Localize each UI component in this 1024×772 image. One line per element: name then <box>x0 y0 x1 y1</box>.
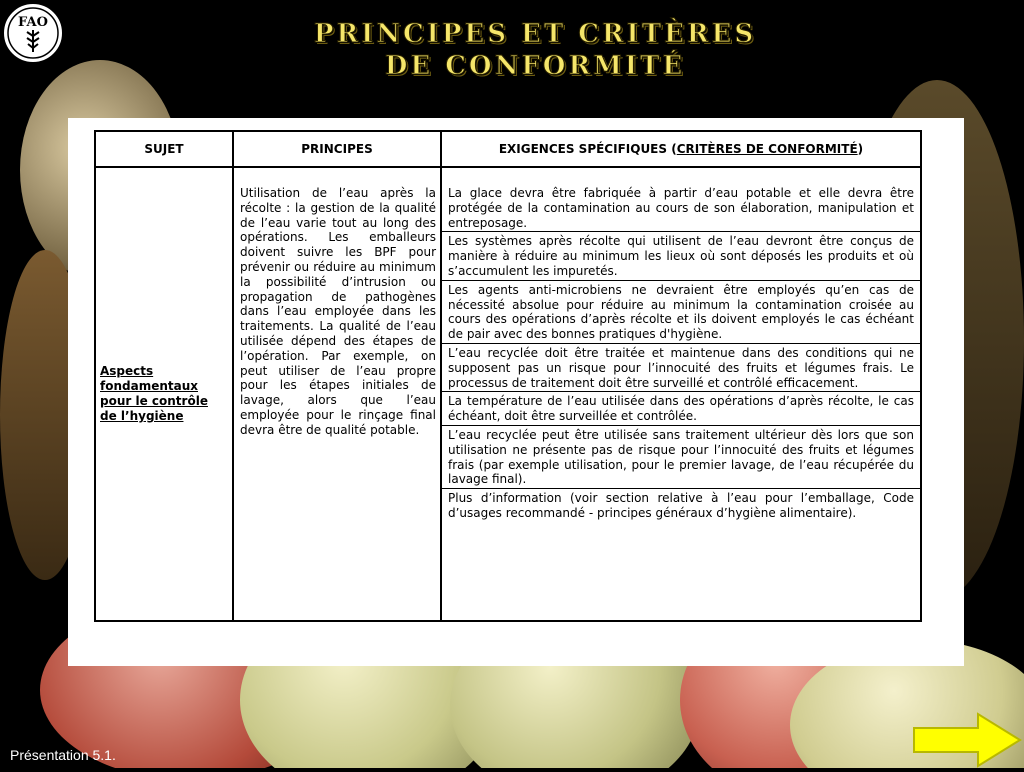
header-principes: PRINCIPES <box>233 131 441 167</box>
subject-link[interactable]: Aspects fondamentaux pour le contrôle de l’hygiène <box>100 364 208 423</box>
logo-text: FAO <box>18 15 48 30</box>
criteres-link[interactable]: CRITÈRES DE CONFORMITÉ <box>676 142 858 156</box>
requirement-item: Plus d’information (voir section relative à l’eau pour l’emballage, Code d’usages recommandé - principes généraux d’hygiène alimentaire). <box>448 491 914 520</box>
subject-cell <box>95 167 233 621</box>
table-row <box>95 167 921 621</box>
title-line-1: PRINCIPES ET CRITÈRES <box>313 19 757 49</box>
requirement-item: L’eau recyclée peut être utilisée sans traitement ultérieur dès lors que son utilisation ne présente pas de risque pour l’innocuité des fruits et légumes frais (par exemple utilisation, pour le premier lavage, de l’eau récupérée du lavage final). <box>442 426 920 489</box>
table-header-row <box>95 131 921 167</box>
principles-cell <box>233 167 441 621</box>
principles-text: Utilisation de l’eau après la récolte : la gestion de la qualité de l’eau varie tout au long des opérations. Les emballeurs doivent suivre les BPF pour prévenir ou réduire au minimum la possibilité d’intrusion ou propagation de pathogènes dans l’eau employée dans les traitements. La qualité de l’eau utilisée dépend des étapes de l’opération. Par exemple, on peut utiliser de l’eau propre pour les étapes initiales de lavage, alors que l’eau employée pour le rinçage final devra être de qualité potable. <box>240 186 436 437</box>
header-exigences <box>441 131 921 167</box>
requirement-item: L’eau recyclée doit être traitée et maintenue dans des conditions qui ne supposent pas un risque pour l’innocuité des fruits et légumes frais. Le processus de traitement doit être surveillé et contrôlé efficacement. <box>442 344 920 392</box>
title-line-2: DE CONFORMITÉ <box>384 51 686 81</box>
arrow-right-icon <box>912 712 1022 768</box>
requirement-item: La température de l’eau utilisée dans des opérations d’après récolte, le cas échéant, doit être surveillée et contrôlée. <box>442 392 920 426</box>
page-title <box>240 18 830 82</box>
fao-logo-icon <box>2 2 64 64</box>
requirement-item: La glace devra être fabriquée à partir d’eau potable et elle devra être protégée de la contamination au cours de son élaboration, manipulation et entreposage. <box>442 168 920 232</box>
header-sujet: SUJET <box>95 131 233 167</box>
header-exigences-prefix: EXIGENCES SPÉCIFIQUES ( <box>498 142 677 156</box>
requirement-item: Les agents anti-microbiens ne devraient être employés qu’en cas de nécessité absolue pour réduire au minimum la contamination croisée au cours des opérations d’après récolte et ils doivent employés le cas échéant de pair avec des bonnes pratiques d'hygiène. <box>442 281 920 344</box>
presentation-label: Présentation 5.1. <box>10 747 116 763</box>
requirement-item: Les systèmes après récolte qui utilisent de l’eau devront être conçus de manière à réduire au minimum les lieux où sont déposés les produits et où s’accumulent les impuretés. <box>442 232 920 280</box>
next-slide-button[interactable] <box>912 712 1022 768</box>
header-exigences-suffix: ) <box>857 142 864 156</box>
criteria-table <box>94 130 922 622</box>
requirements-cell <box>441 167 921 621</box>
